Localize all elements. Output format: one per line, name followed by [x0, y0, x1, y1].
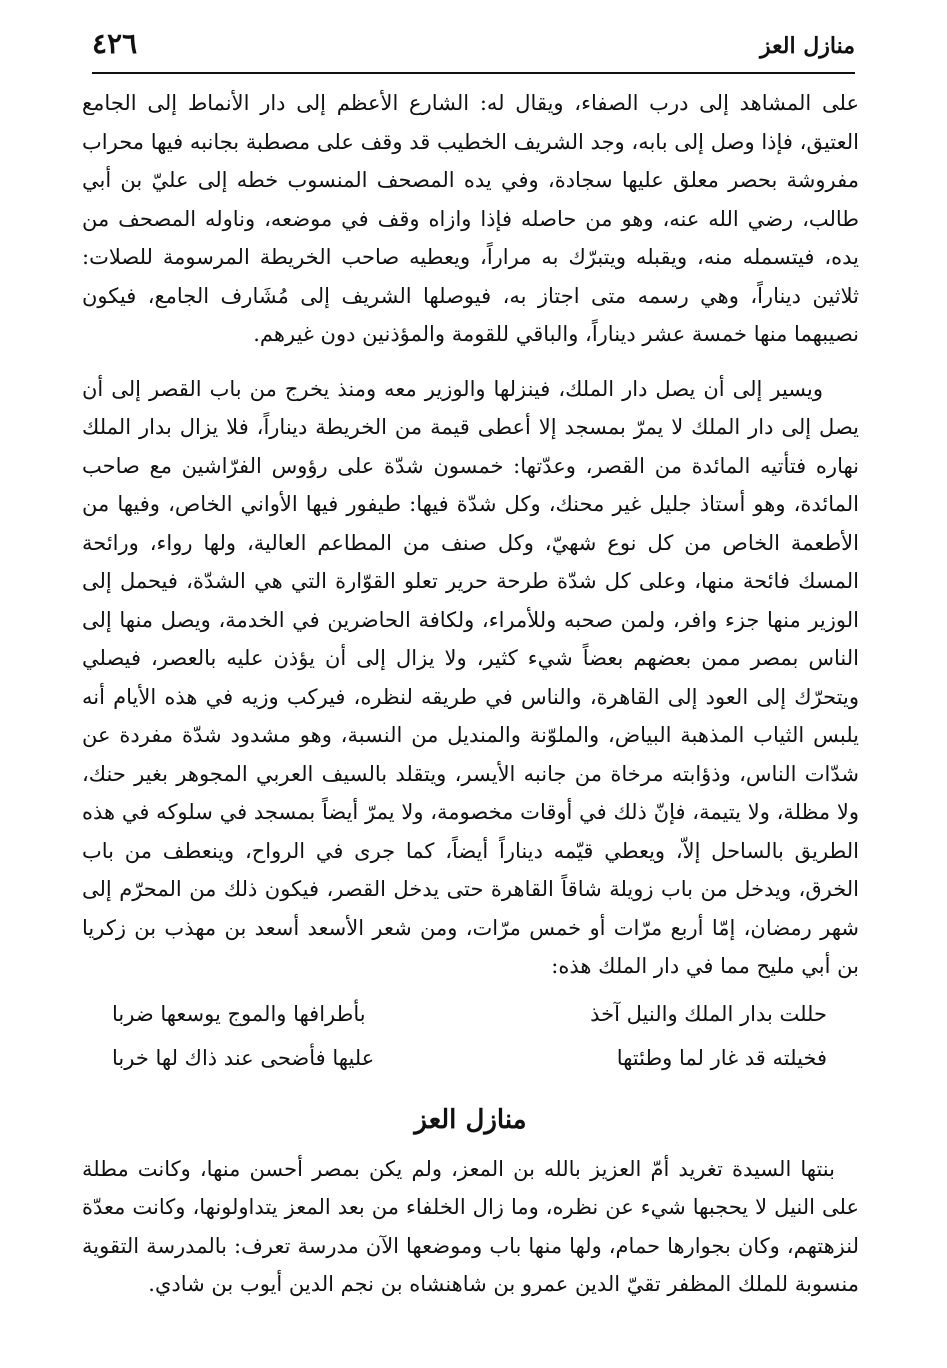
verse-1-first-hemistich: حللت بدار الملك والنيل آخذ — [590, 1001, 827, 1026]
verse-2-second-hemistich: عليها فأضحى عند ذاك لها خربا — [112, 1045, 375, 1070]
paragraph-1: على المشاهد إلى درب الصفاء، ويقال له: الشارع الأعظم إلى دار الأنماط إلى الجامع العتيق، فإذا وصل إلى بابه، وجد الشريف الخطيب قد وقف على مصطبة بجانبه فيها محراب مفروشة بحصر معلق عليها سجادة، وفي يده المصحف المنسوب خطه إلى عليّ بن أبي طالب، رضي الله عنه، وهو من حاصله فإذا وازاه وقف في موضعه، وناوله المصحف من يده، فيتسمله منه، ويقبله ويتبرّك به مراراً، ويعطيه صاحب الخريطة المرسومة للصلات: ثلاثين ديناراً، وهي رسمه متى اجتاز به، فيوصلها الشريف إلى مُشَارف الجامع، فيكون نصيبهما منها خمسة عشر ديناراً، والباقي للقومة والمؤذنين دون غيرهم. — [82, 91, 859, 346]
header-rule — [92, 72, 855, 74]
verse-1-second-hemistich: بأطرافها والموج يوسعها ضربا — [112, 1001, 366, 1026]
paragraph-2: ويسير إلى أن يصل دار الملك، فينزلها والوزير معه ومنذ يخرج من باب القصر إلى أن يصل إلى دار الملك لا يمرّ بمسجد إلا أعطى قيمة من الخريطة ديناراً، فلا يزال بدار الملك نهاره فتأتيه المائدة من القصر، وعدّتها: خمسون شدّة على رؤوس الفرّاشين مع صاحب المائدة، وهو أستاذ جليل غير محنك، وكل شدّة فيها: طيفور فيها الأواني الخاص، وفيها من الأطعمة الخاص من كل نوع شهيّ، وكل صنف من المطاعم العالية، ولها رواء، ورائحة المسك فائحة منها، وعلى كل شدّة طرحة حرير تعلو القوّارة التي هي الشدّة، فيحمل إلى الوزير منها جزء وافر، ولمن صحبه وللأمراء، ولكافة الحاضرين في الخدمة، ويصل منها إلى الناس بمصر ممن بعضهم بعضاً شيء كثير، ولا يزال إلى أن يؤذن عليه بالعصر، فيصلي ويتحرّك إلى العود إلى القاهرة، والناس في طريقه لنظره، فيركب وزيه في هذه الأيام أنه يلبس الثياب المذهبة البياض، والملوّنة والمنديل من النسبة، وهو مشدود شدّة مفردة عن شدّات الناس، وذؤابته مرخاة من جانبه الأيسر، ويتقلد بالسيف العربي المجوهر بغير حنك، ولا مظلة، ولا يتيمة، فإنّ ذلك في أوقات مخصومة، ولا يمرّ أيضاً بمسجد في سلوكه في هذه الطريق بالساحل إلاّ، ويعطي قيّمه ديناراً أيضاً، كما جرى في الرواح، وينعطف من باب الخرق، ويدخل من باب زويلة شاقاً القاهرة حتى يدخل القصر، فيكون ذلك من المحرّم إلى شهر رمضان، إمّا أربع مرّات أو خمس مرّات، ومن شعر الأسعد أسعد بن مهذب بن زكريا بن أبي مليح مما في دار الملك هذه: — [82, 376, 859, 978]
poem — [82, 992, 859, 1080]
section-paragraph: بنتها السيدة تغريد أمّ العزيز بالله بن المعز، ولم يكن بمصر أحسن منها، وكانت مطلة على النيل لا يحجبها شيء عن نظره، وما زال الخلفاء من بعد المعز يتداولونها، وكانت معدّة لنزهتهم، وكان بجوارها حمام، ولها منها باب وموضعها الآن مدرسة تعرف: بالمدرسة التقوية منسوبة للملك المظفر تقيّ الدين عمرو بن شاهنشاه بن نجم الدين أيوب بن شادي. — [82, 1156, 859, 1296]
page-body — [82, 84, 859, 1304]
page-header — [92, 28, 855, 70]
running-head: منازل العز — [760, 33, 855, 59]
poem-verse-1 — [82, 992, 859, 1036]
page-number: ٤٢٦ — [92, 27, 138, 60]
poem-verse-2 — [82, 1036, 859, 1080]
section-title: منازل العز — [414, 1104, 527, 1135]
verse-2-first-hemistich: فخيلته قد غار لما وطئتها — [616, 1045, 827, 1070]
